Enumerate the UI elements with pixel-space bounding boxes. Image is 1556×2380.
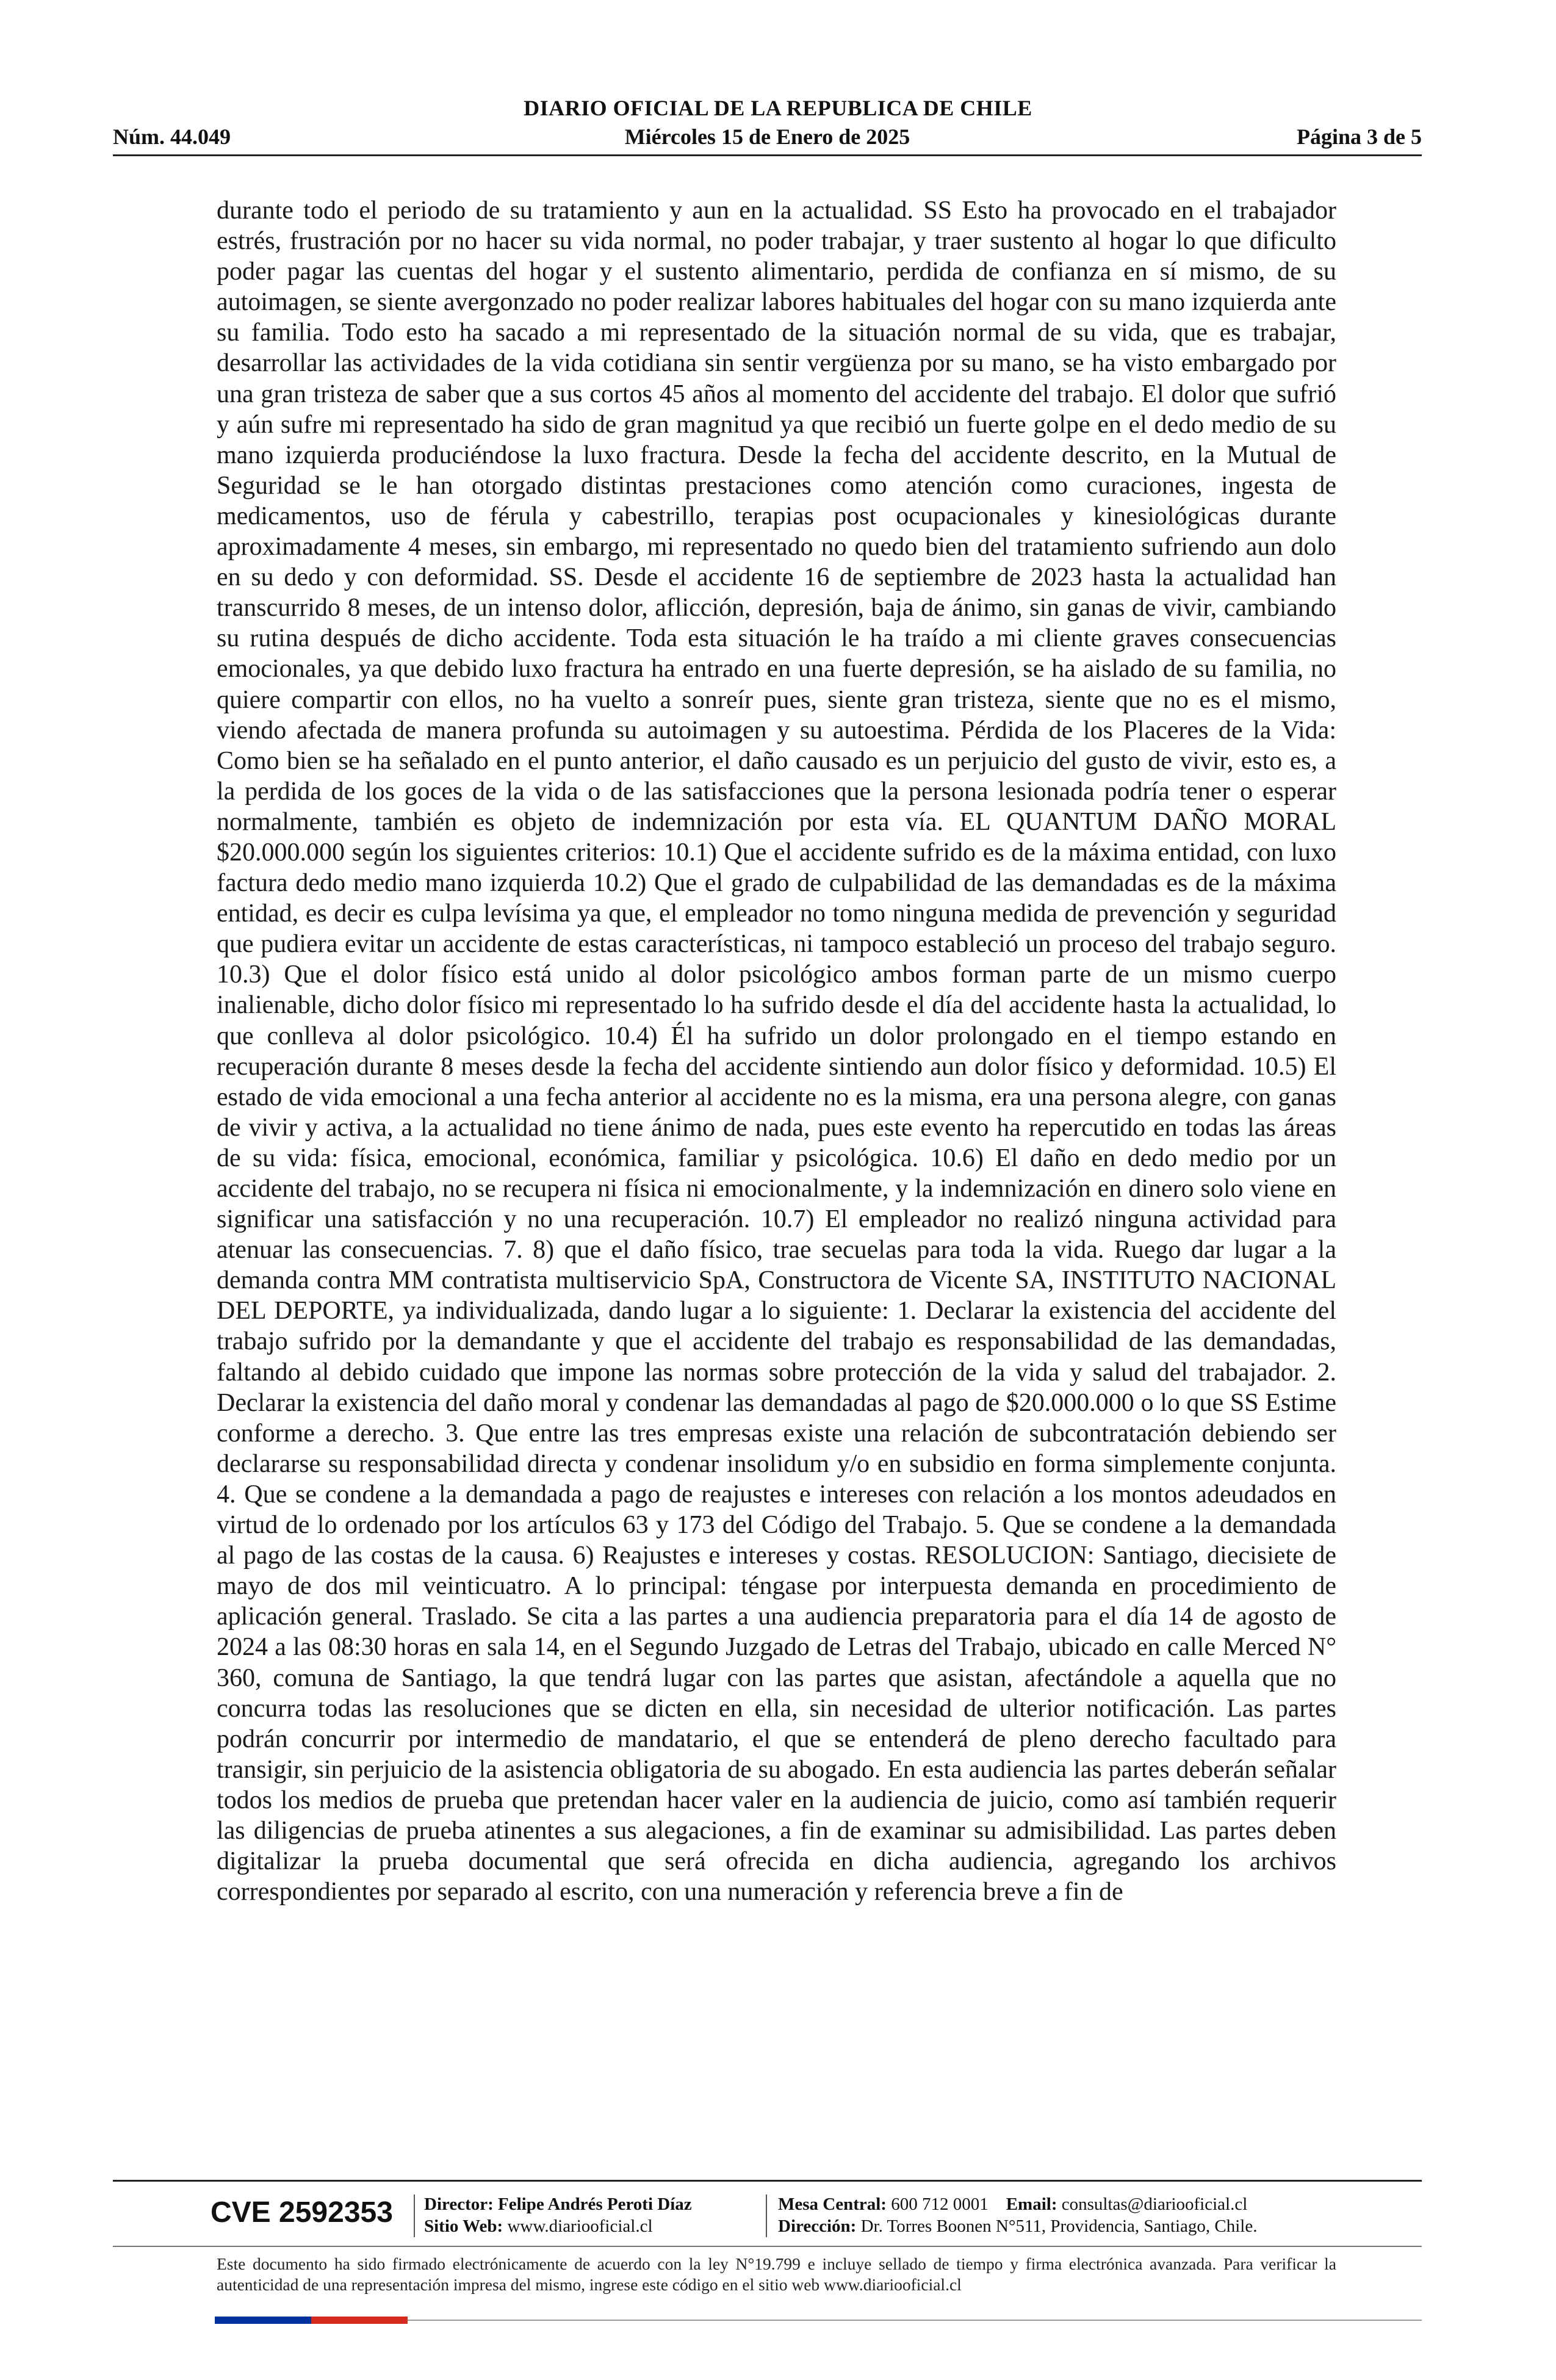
footer-divider-middle — [113, 2246, 1422, 2247]
footer-divider-top — [113, 2180, 1422, 2182]
cve-code: CVE 2592353 — [211, 2196, 393, 2229]
phone-number: 600 712 0001 — [891, 2194, 989, 2214]
footer-divider-bottom — [408, 2320, 1422, 2321]
newspaper-title: DIARIO OFICIAL DE LA REPUBLICA DE CHILE — [524, 96, 1032, 120]
header-row — [113, 124, 1422, 151]
address-label: Dirección: — [778, 2216, 857, 2236]
footer-separator — [414, 2194, 415, 2237]
footer-contact-block — [778, 2193, 1257, 2237]
legal-notice: Este documento ha sido firmado electrónicamente de acuerdo con la ley N°19.799 e incluye sellado de tiempo y firma electrónica avanzada. Para verificar la autenticidad de una representación impresa del mismo, ingrese este código en el sitio web www.diariooficial.cl — [217, 2254, 1336, 2294]
chile-flag-stripe — [215, 2317, 408, 2324]
director-label: Director: — [424, 2194, 494, 2214]
director-name: Felipe Andrés Peroti Díaz — [498, 2194, 692, 2214]
issue-date: Miércoles 15 de Enero de 2025 — [624, 124, 910, 149]
footer-separator — [766, 2194, 767, 2237]
address-value: Dr. Torres Boonen N°511, Providencia, Santiago, Chile. — [860, 2216, 1258, 2236]
email-link[interactable]: consultas@diariooficial.cl — [1061, 2194, 1248, 2214]
website-link[interactable]: www.diariooficial.cl — [507, 2216, 653, 2236]
flag-red-segment — [311, 2317, 408, 2324]
email-label: Email: — [1006, 2194, 1057, 2214]
flag-blue-segment — [215, 2317, 311, 2324]
phone-label: Mesa Central: — [778, 2194, 887, 2214]
document-body — [217, 195, 1336, 1907]
header-divider — [113, 154, 1422, 156]
footer-director-block — [424, 2193, 692, 2237]
body-paragraph: durante todo el periodo de su tratamiento y aun en la actualidad. SS Esto ha provocado en el trabajador estrés, frustración por no hacer su vida normal, no poder trabajar, y traer sustento al hogar lo que dificulto poder pagar las cuentas del hogar y el sustento alimentario, perdida de confianza en sí mismo, de su autoimagen, se siente avergonzado no poder realizar labores habituales del hogar con su mano izquierda ante su familia. Todo esto ha sacado a mi representado de la situación normal de su vida, que es trabajar, desarrollar las actividades de la vida cotidiana sin sentir vergüenza por su mano, se ha visto embargado por una gran tristeza de saber que a sus cortos 45 años al momento del accidente del trabajo. El dolor que sufrió y aún sufre mi representado ha sido de gran magnitud ya que recibió un fuerte golpe en el dedo medio de su mano izquierda produciéndose la luxo fractura. Desde la fecha del accidente descrito, en la Mutual de Seguridad se le han otorgado distintas prestaciones como atención como curaciones, ingesta de medicamentos, uso de férula y cabestrillo, terapias post ocupacionales y kinesiológicas durante aproximadamente 4 meses, sin embargo, mi representado no quedo bien del tratamiento sufriendo aun dolo en su dedo y con deformidad. SS. Desde el accidente 16 de septiembre de 2023 hasta la actualidad han transcurrido 8 meses, de un intenso dolor, aflicción, depresión, baja de ánimo, sin ganas de vivir, cambiando su rutina después de dicho accidente. Toda esta situación le ha traído a mi cliente graves consecuencias emocionales, ya que debido luxo fractura ha entrado en una fuerte depresión, se ha aislado de su familia, no quiere compartir con ellos, no ha vuelto a sonreír pues, siente gran tristeza, siente que no es el mismo, viendo afectada de manera profunda su autoimagen y su autoestima. Pérdida de los Placeres de la Vida: Como bien se ha señalado en el punto anterior, el daño causado es un perjuicio del gusto de vivir, esto es, a la perdida de los goces de la vida o de las satisfacciones que la persona lesionada podría tener o esperar normalmente, también es objeto de indemnización por esta vía. EL QUANTUM DAÑO MORAL $20.000.000 según los siguientes criterios: 10.1) Que el accidente sufrido es de la máxima entidad, con luxo factura dedo medio mano izquierda 10.2) Que el grado de culpabilidad de las demandadas es de la máxima entidad, es decir es culpa levísima ya que, el empleador no tomo ninguna medida de prevención y seguridad que pudiera evitar un accidente de estas características, ni tampoco estableció un proceso del trabajo seguro. 10.3) Que el dolor físico está unido al dolor psicológico ambos forman parte de un mismo cuerpo inalienable, dicho dolor físico mi representado lo ha sufrido desde el día del accidente hasta la actualidad, lo que conlleva al dolor psicológico. 10.4) Él ha sufrido un dolor prolongado en el tiempo estando en recuperación durante 8 meses desde la fecha del accidente sintiendo aun dolor físico y deformidad. 10.5) El estado de vida emocional a una fecha anterior al accidente no es la misma, era una persona alegre, con ganas de vivir y activa, a la actualidad no tiene ánimo de nada, pues este evento ha repercutido en todas las áreas de su vida: física, emocional, económica, familiar y psicológica. 10.6) El daño en dedo medio por un accidente del trabajo, no se recupera ni física ni emocionalmente, y la indemnización en dinero solo viene en significar una satisfacción y no una recuperación. 10.7) El empleador no realizó ninguna actividad para atenuar las consecuencias. 7. 8) que el daño físico, trae secuelas para toda la vida. Ruego dar lugar a la demanda contra MM contratista multiservicio SpA, Constructora de Vicente SA, INSTITUTO NACIONAL DEL DEPORTE, ya individualizada, dando lugar a lo siguiente: 1. Declarar la existencia del accidente del trabajo sufrido por la demandante y que el accidente del trabajo es responsabilidad de las demandadas, faltando al debido cuidado que impone las normas sobre protección de la vida y salud del trabajador. 2. Declarar la existencia del daño moral y condenar las demandadas al pago de $20.000.000 o lo que SS Estime conforme a derecho. 3. Que entre las tres empresas existe una relación de subcontratación debiendo ser declararse su responsabilidad directa y condenar insolidum y/o en subsidio en forma simplemente conjunta. 4. Que se condene a la demandada a pago de reajustes e intereses con relación a los montos adeudados en virtud de lo ordenado por los artículos 63 y 173 del Código del Trabajo. 5. Que se condene a la demandada al pago de las costas de la causa. 6) Reajustes e intereses y costas. RESOLUCION: Santiago, diecisiete de mayo de dos mil veinticuatro. A lo principal: téngase por interpuesta demanda en procedimiento de aplicación general. Traslado. Se cita a las partes a una audiencia preparatoria para el día 14 de agosto de 2024 a las 08:30 horas en sala 14, en el Segundo Juzgado de Letras del Trabajo, ubicado en calle Merced N° 360, comuna de Santiago, la que tendrá lugar con las partes que asistan, afectándole a aquella que no concurra todas las resoluciones que se dicten en ella, sin necesidad de ulterior notificación. Las partes podrán concurrir por intermedio de mandatario, el que se entenderá de pleno derecho facultado para transigir, sin perjuicio de la asistencia obligatoria de su abogado. En esta audiencia las partes deberán señalar todos los medios de prueba que pretendan hacer valer en la audiencia de juicio, como así también requerir las diligencias de prueba atinentes a sus alegaciones, a fin de examinar su admisibilidad. Las partes deben digitalizar la prueba documental que será ofrecida en dicha audiencia, agregando los archivos correspondientes por separado al escrito, con una numeración y referencia breve a fin de — [217, 197, 1336, 1906]
page-indicator: Página 3 de 5 — [1296, 124, 1422, 149]
issue-number: Núm. 44.049 — [113, 124, 231, 149]
website-label: Sitio Web: — [424, 2216, 503, 2236]
